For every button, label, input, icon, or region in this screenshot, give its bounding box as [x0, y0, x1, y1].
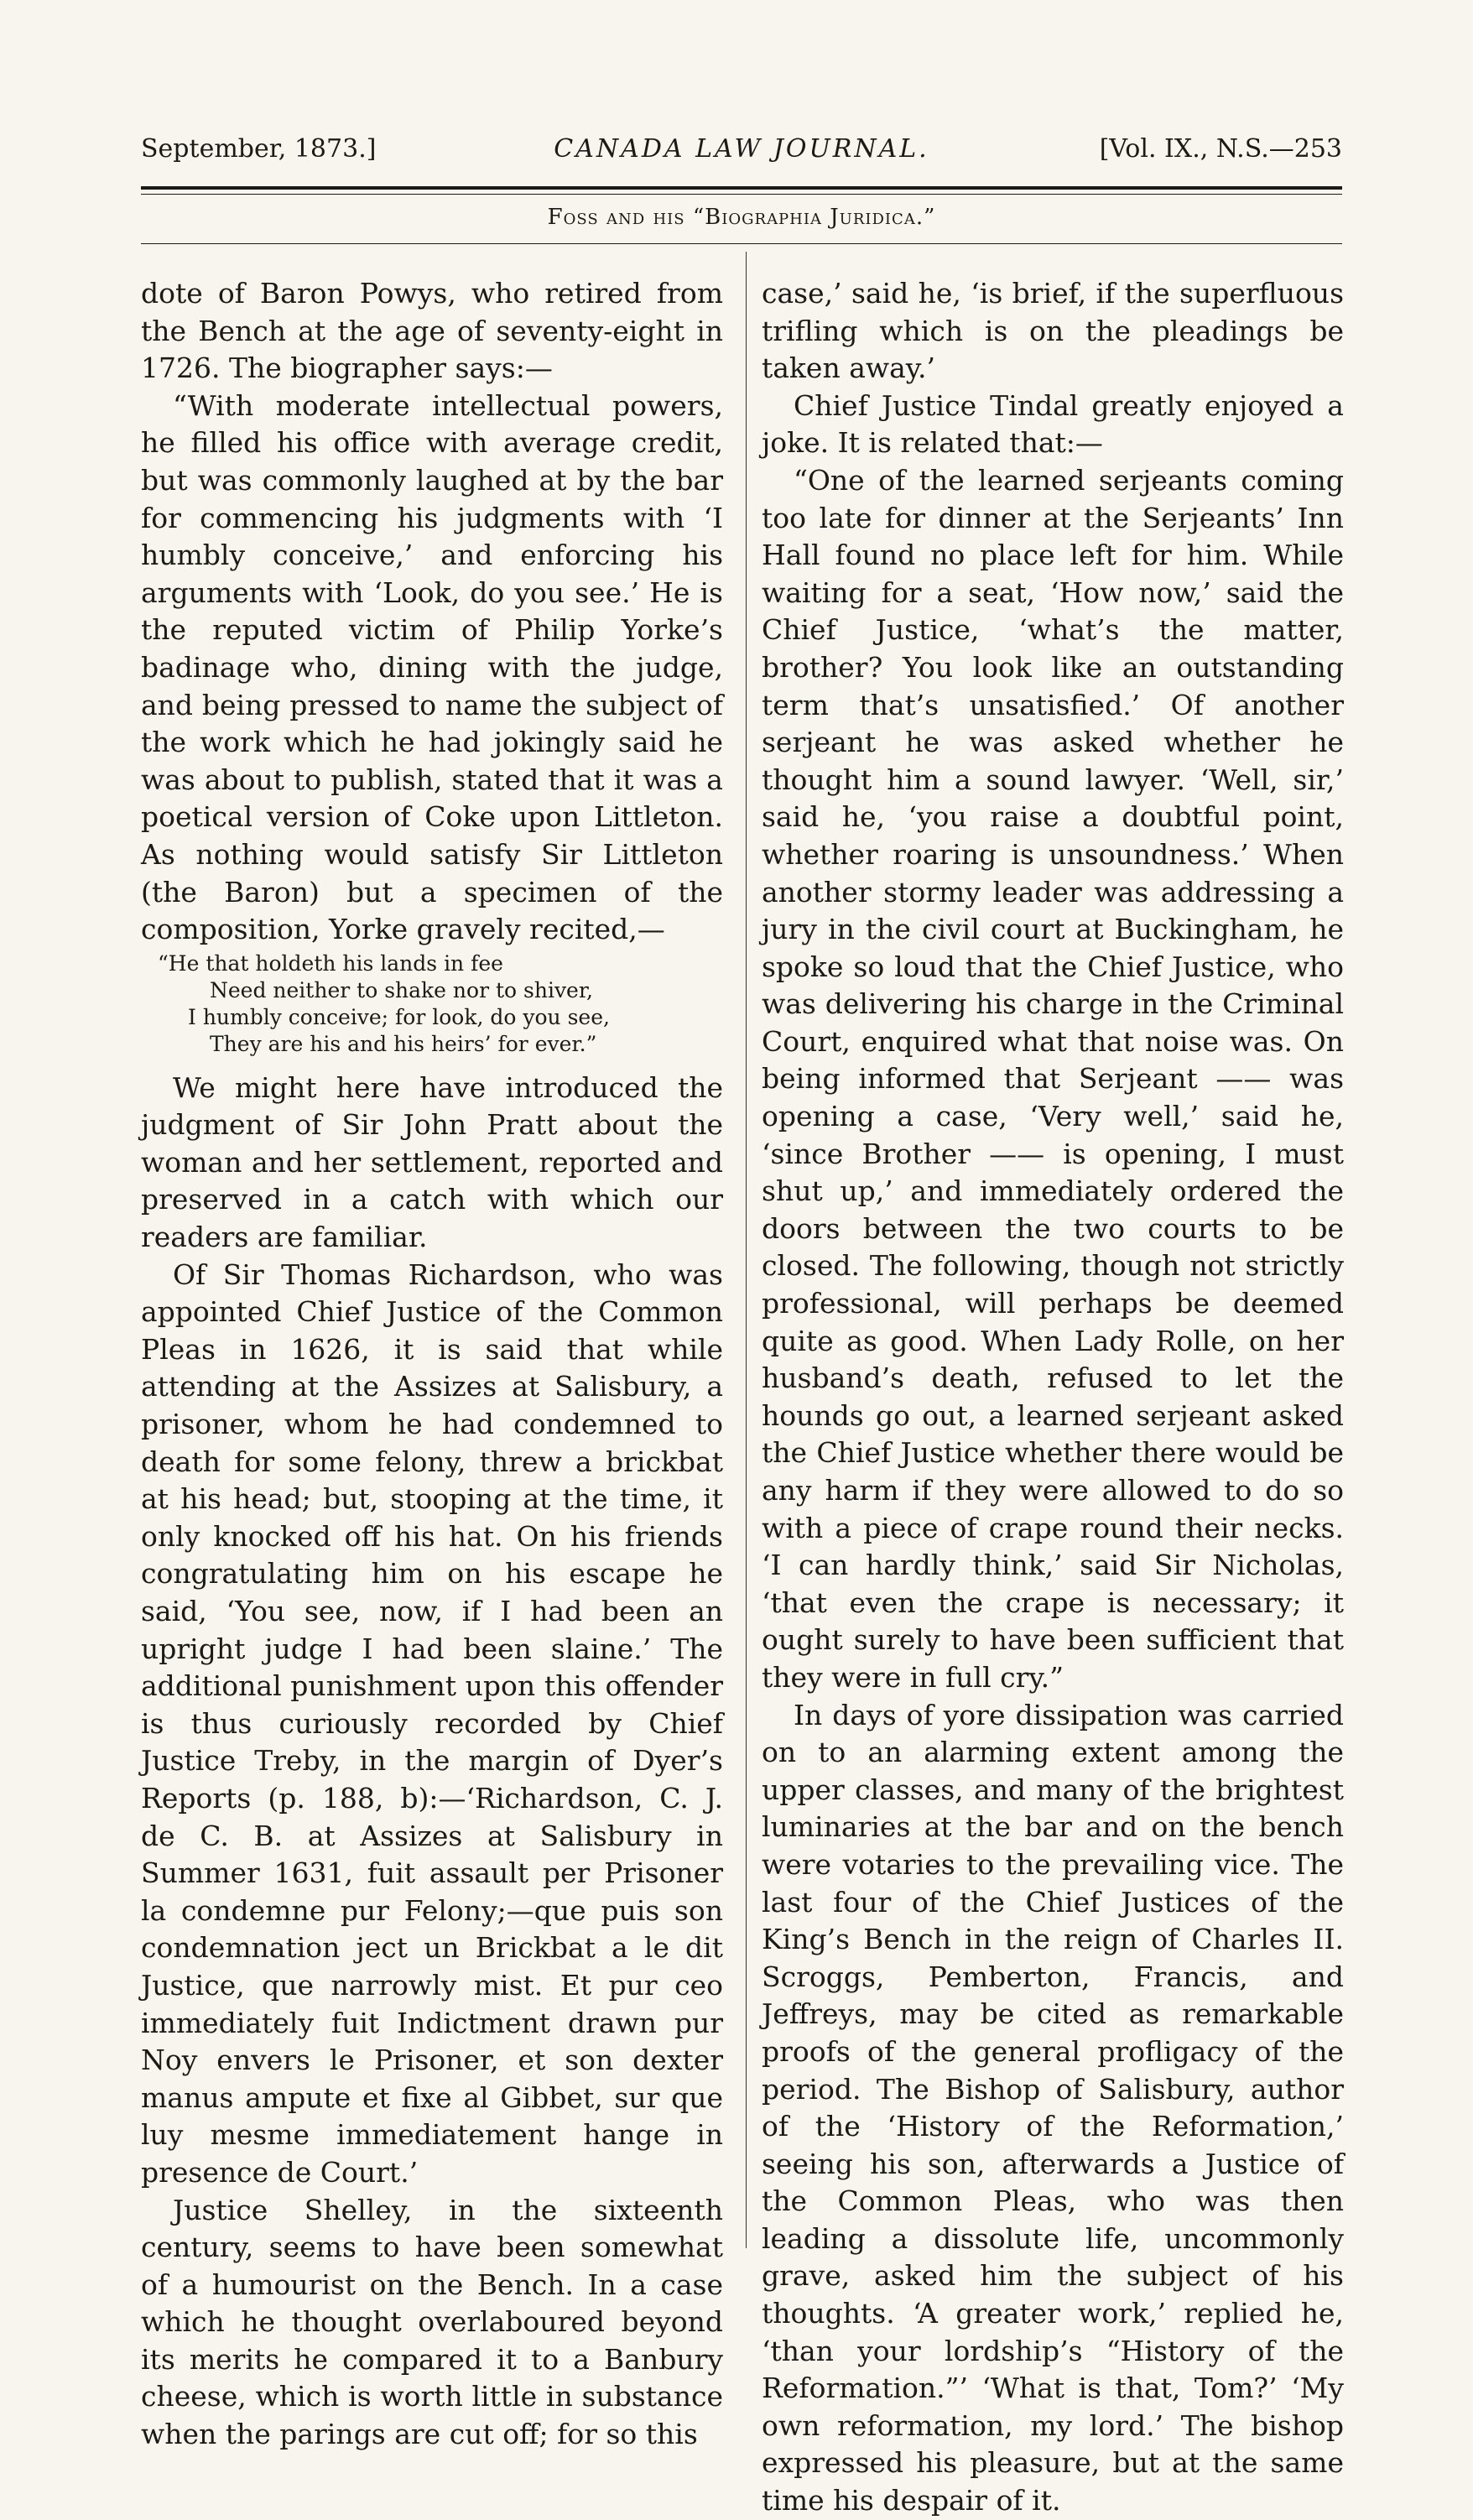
right-paragraph-3: “One of the learned serjeants coming too late for dinner at the Serjeants’ Inn Hall found no place left for him. While waiting for a seat, ‘How now,’ said the Chief Justice, ‘what’s the matter, brother? You look like an outstanding term that’s unsatisfied.’ Of another serjeant he was asked whether he thought him a sound lawyer. ‘Well, sir,’ said he, ‘you raise a doubtful point, whether roaring is unsoundness.’ When another stormy leader was addressing a jury in the civil court at Buckingham, he spoke so loud that the Chief Justice, who was delivering his charge in the Criminal Court, enquired what that noise was. On being informed that Serjeant —— was opening a case, ‘Very well,’ said he, ‘since Brother —— is opening, I must shut up,’ and immediately ordered the doors between the two courts to be closed. The following, though not strictly professional, will perhaps be deemed quite as good. When Lady Rolle, on her husband’s death, refused to let the hounds go out, a learned serjeant asked the Chief Justice whether there would be any harm if they were allowed to do so with a piece of crape round their necks. ‘I can hardly think,’ said Sir Nicholas, ‘that even the crape is necessary; it ought surely to have been sufficient that they were in full cry.”: [762, 463, 1344, 1694]
header-journal-title: CANADA LAW JOURNAL.: [554, 134, 929, 164]
column-divider: [746, 252, 747, 2248]
left-column: [141, 275, 723, 2454]
verse-quotation: [141, 950, 723, 1058]
right-column: [762, 275, 1344, 2520]
header-date: September, 1873.]: [141, 134, 377, 164]
left-paragraph-2: “With moderate intellectual powers, he filled his office with average credit, but was commonly laughed at by the bar for commencing his judgments with ‘I humbly conceive,’ and enforcing his arguments with ‘Look, do you see.’ He is the reputed victim of Philip Yorke’s badinage who, dining with the judge, and being pressed to name the subject of the work which he had jokingly said he was about to publish, stated that it was a poetical version of Coke upon Littleton. As nothing would satisfy Sir Littleton (the Baron) but a specimen of the composition, Yorke gravely recited,—: [141, 388, 723, 946]
right-paragraph-2: Chief Justice Tindal greatly enjoyed a joke. It is related that:—: [762, 388, 1344, 460]
running-header: [141, 134, 1342, 171]
right-paragraph-1: case,’ said he, ‘is brief, if the superfluous trifling which is on the pleadings be taken away.’: [762, 277, 1344, 385]
left-paragraph-1: dote of Baron Powys, who retired from the Bench at the age of seventy-eight in 1726. The biographer says:—: [141, 277, 723, 385]
header-volume: [Vol. IX., N.S.—253: [1099, 134, 1342, 164]
header-rule-thick: [141, 186, 1342, 190]
verse-line: They are his and his heirs’ for ever.”: [210, 1031, 597, 1056]
verse-line: “He that holdeth his lands in fee: [158, 950, 503, 976]
left-paragraph-4: Of Sir Thomas Richardson, who was appointed Chief Justice of the Common Pleas in 1626, it is said that while attending at the Assizes at Salisbury, a prisoner, whom he had condemned to death for some felony, threw a brickbat at his head; but, stooping at the time, it only knocked off his hat. On his friends congratulating him on his escape he said, ‘You see, now, if I had been an upright judge I had been slaine.’ The additional punishment upon this offender is thus curiously recorded by Chief Justice Treby, in the margin of Dyer’s Reports (p. 188, b):—‘Richardson, C. J. de C. B. at Assizes at Salisbury in Summer 1631, fuit assault per Prisoner la condemne pur Felony;—que puis son condemnation ject un Brickbat a le dit Justice, que narrowly mist. Et pur ceo immediately fuit Indictment drawn pur Noy envers le Prisoner, et son dexter manus ampute et fixe al Gibbet, sur que luy mesme immediatement hange in presence de Court.’: [141, 1257, 723, 2189]
header-rule-thin: [141, 194, 1342, 195]
verse-line: Need neither to shake nor to shiver,: [210, 977, 594, 1002]
article-title: Foss and his “Biographia Juridica.”: [547, 205, 936, 230]
left-paragraph-3: We might here have introduced the judgment of Sir John Pratt about the woman and her settlement, reported and preserved in a catch with which our readers are familiar.: [141, 1070, 723, 1254]
verse-line: I humbly conceive; for look, do you see,: [188, 1004, 610, 1029]
right-paragraph-4: In days of yore dissipation was carried on to an alarming extent among the upper classes, and many of the brightest luminaries at the bar and on the bench were votaries to the prevailing vice. The last four of the Chief Justices of the King’s Bench in the reign of Charles II. Scroggs, Pemberton, Francis, and Jeffreys, may be cited as remarkable proofs of the general profligacy of the period. The Bishop of Salisbury, author of the ‘History of the Reformation,’ seeing his son, afterwards a Justice of the Common Pleas, who was then leading a dissolute life, uncommonly grave, asked him the subject of his thoughts. ‘A greater work,’ replied he, ‘than your lordship’s “History of the Reformation.”’ ‘What is that, Tom?’ ‘My own reformation, my lord.’ The bishop expressed his pleasure, but at the same time his despair of it.: [762, 1698, 1344, 2517]
left-paragraph-5: Justice Shelley, in the sixteenth century, seems to have been somewhat of a humourist on the Bench. In a case which he thought overlaboured beyond its merits he compared it to a Banbury cheese, which is worth little in substance when the parings are cut off; for so this: [141, 2193, 723, 2451]
title-rule: [141, 243, 1342, 244]
